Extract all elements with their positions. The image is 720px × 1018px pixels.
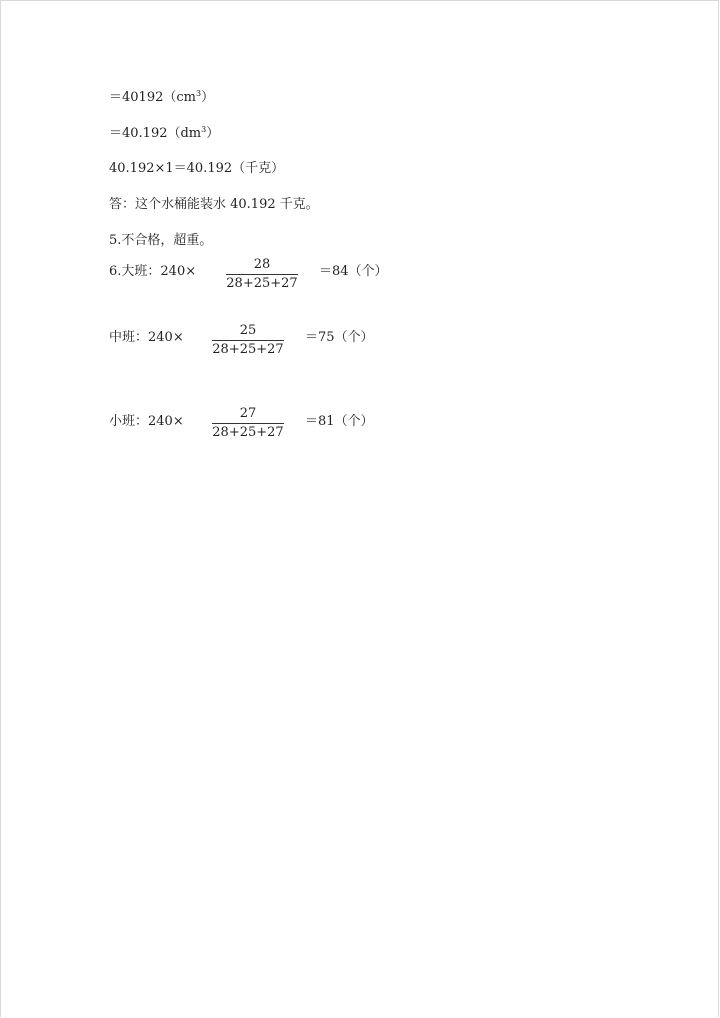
big-class-denominator: 28+25+27 <box>226 276 298 291</box>
volume-cm3-line <box>109 89 214 107</box>
middle-class-numerator: 25 <box>239 323 257 338</box>
small-class-fraction <box>212 406 284 441</box>
middle-class-label: 中班：240× <box>109 330 184 345</box>
big-class-result: ＝84（个） <box>319 264 388 279</box>
small-class-label: 小班：240× <box>109 414 184 429</box>
fraction-bar <box>212 423 284 424</box>
volume-dm3-line <box>109 125 219 143</box>
small-class-denominator: 28+25+27 <box>212 425 284 440</box>
big-class-numerator: 28 <box>253 257 271 272</box>
volume-dm3-exponent: 3 <box>201 125 207 134</box>
answer-line: 答：这个水桶能装水 40.192 千克。 <box>109 197 319 212</box>
volume-cm3-exponent: 3 <box>195 89 202 98</box>
fraction-bar <box>212 340 284 341</box>
fraction-bar <box>226 274 298 275</box>
volume-cm3-text: ＝40192（cm <box>109 90 196 105</box>
big-class-fraction <box>226 257 298 292</box>
middle-class-denominator: 28+25+27 <box>212 342 284 357</box>
big-class-label: 6.大班：240× <box>109 264 197 279</box>
volume-dm3-close: ） <box>206 126 220 141</box>
volume-cm3-close: ） <box>201 90 215 105</box>
small-class-numerator: 27 <box>239 406 257 421</box>
question-5-answer: 5.不合格，超重。 <box>109 233 213 248</box>
middle-class-fraction <box>212 323 284 358</box>
small-class-result: ＝81（个） <box>305 414 374 429</box>
volume-dm3-text: ＝40.192（dm <box>109 126 202 141</box>
weight-line: 40.192×1＝40.192（千克） <box>109 161 285 176</box>
middle-class-result: ＝75（个） <box>305 330 374 345</box>
